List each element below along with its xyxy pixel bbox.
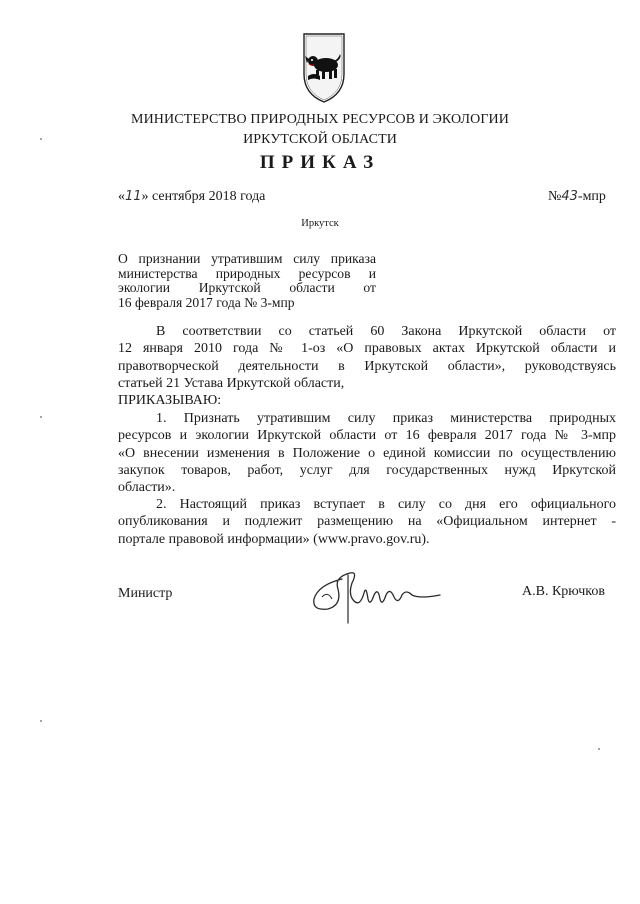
paragraph-line: 1. Признать утратившим силу приказ министерства природных bbox=[156, 411, 616, 426]
scan-speck bbox=[598, 748, 600, 750]
paragraph-line: 2. Настоящий приказ вступает в силу со дня его официального bbox=[156, 497, 616, 512]
document-title: ПРИКАЗ bbox=[259, 152, 381, 173]
paragraph-line: В соответствии со статьей 60 Закона Иркутской области от bbox=[156, 324, 616, 339]
order-subject bbox=[118, 252, 376, 310]
clause-2-paragraph bbox=[118, 496, 616, 548]
signatory-position: Министр bbox=[118, 586, 173, 601]
order-number bbox=[548, 189, 606, 205]
number-suffix: -мпр bbox=[577, 189, 606, 204]
order-date bbox=[118, 189, 265, 205]
date-day-handwritten: 11 bbox=[125, 189, 142, 204]
scan-speck bbox=[40, 416, 42, 418]
order-keyword: ПРИКАЗЫВАЮ: bbox=[118, 393, 222, 408]
scan-speck bbox=[40, 720, 42, 722]
paragraph-line: 12 января 2010 года № 1-оз «О правовых актах Иркутской области и bbox=[118, 341, 616, 357]
date-month-year: » сентября 2018 года bbox=[141, 189, 266, 204]
subject-line: министерства природных ресурсов и bbox=[118, 265, 376, 281]
paragraph-line: ресурсов и экологии Иркутской области от 16 февраля 2017 года № 3-мпр bbox=[118, 428, 616, 444]
signatory-name: А.В. Крючков bbox=[522, 584, 605, 599]
scan-speck bbox=[40, 138, 42, 140]
city-name: Иркутск bbox=[301, 218, 339, 229]
paragraph-line: закупок товаров, работ, услуг для государственных нужд Иркутской bbox=[118, 462, 616, 478]
paragraph-line: опубликования и подлежит размещению на «Официальном интернет - bbox=[118, 514, 616, 530]
ministry-name-line1: МИНИСТЕРСТВО ПРИРОДНЫХ РЕСУРСОВ И ЭКОЛОГИИ bbox=[131, 112, 509, 127]
paragraph-line: правотворческой деятельности в Иркутской области», руководствуясь bbox=[118, 358, 616, 374]
number-sign: № bbox=[548, 189, 562, 204]
preamble-paragraph bbox=[118, 323, 616, 392]
subject-line: экологии Иркутской области от bbox=[118, 280, 376, 295]
date-open-quote: « bbox=[118, 189, 125, 204]
paragraph-line: области». bbox=[118, 480, 176, 496]
subject-line: 16 февраля 2017 года № 3-мпр bbox=[118, 294, 295, 310]
clause-1-paragraph bbox=[118, 410, 616, 496]
coat-of-arms-emblem bbox=[300, 28, 348, 104]
ministry-name-line2: ИРКУТСКОЙ ОБЛАСТИ bbox=[243, 132, 397, 147]
subject-line: О признании утратившим силу приказа bbox=[118, 251, 376, 266]
paragraph-line: «О внесении изменения в Положение о единой комиссии по осуществлению bbox=[118, 445, 616, 461]
paragraph-line: статьей 21 Устава Иркутской области, bbox=[118, 375, 345, 391]
number-handwritten: 43 bbox=[561, 189, 578, 204]
handwritten-signature bbox=[308, 565, 448, 627]
paragraph-line: портале правовой информации» (www.pravo.gov.ru). bbox=[118, 531, 430, 547]
